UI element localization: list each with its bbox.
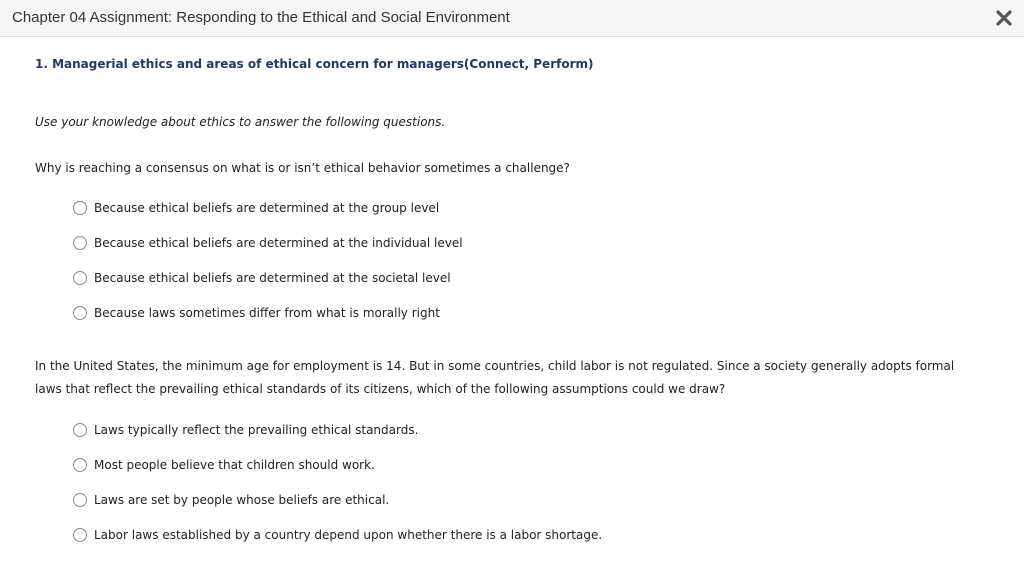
radio-button[interactable]	[73, 271, 87, 285]
q1-option-4[interactable]	[73, 304, 440, 322]
q1-option-2[interactable]	[73, 234, 463, 252]
close-icon	[992, 6, 1016, 30]
q1-option-3[interactable]	[73, 269, 451, 287]
radio-button[interactable]	[73, 236, 87, 250]
option-label: Because ethical beliefs are determined at the societal level	[94, 271, 451, 285]
radio-button[interactable]	[73, 423, 87, 437]
option-label: Because ethical beliefs are determined at the group level	[94, 201, 440, 215]
option-label: Because ethical beliefs are determined at the individual level	[94, 236, 463, 250]
radio-button[interactable]	[73, 458, 87, 472]
option-label: Most people believe that children should work.	[94, 458, 375, 472]
option-label: Laws are set by people whose beliefs are ethical.	[94, 493, 390, 507]
question-1-prompt: Why is reaching a consensus on what is or isn’t ethical behavior sometimes a challenge?	[35, 161, 570, 175]
q2-option-3[interactable]	[73, 491, 389, 509]
option-label: Labor laws established by a country depend upon whether there is a labor shortage.	[94, 528, 603, 542]
close-button[interactable]	[992, 6, 1016, 30]
option-label: Because laws sometimes differ from what is morally right	[94, 306, 440, 320]
radio-button[interactable]	[73, 306, 87, 320]
radio-button[interactable]	[73, 493, 87, 507]
q1-option-1[interactable]	[73, 199, 439, 217]
radio-button[interactable]	[73, 201, 87, 215]
option-label: Laws typically reflect the prevailing ethical standards.	[94, 423, 419, 437]
assignment-title: Chapter 04 Assignment: Responding to the Ethical and Social Environment	[12, 9, 510, 26]
q2-option-1[interactable]	[73, 421, 418, 439]
question-title: 1. Managerial ethics and areas of ethical concern for managers(Connect, Perform)	[35, 57, 594, 71]
question-instructions: Use your knowledge about ethics to answer the following questions.	[35, 115, 446, 129]
q2-option-4[interactable]	[73, 526, 602, 544]
radio-button[interactable]	[73, 528, 87, 542]
question-2-prompt: In the United States, the minimum age for employment is 14. But in some countries, child labor is not regulated. Since a society generally adopts formal laws that reflect the prevailing ethical standards of its citizens, which of the following assumptions could we draw?	[35, 359, 955, 396]
q2-option-2[interactable]	[73, 456, 375, 474]
assignment-header	[0, 0, 1024, 37]
